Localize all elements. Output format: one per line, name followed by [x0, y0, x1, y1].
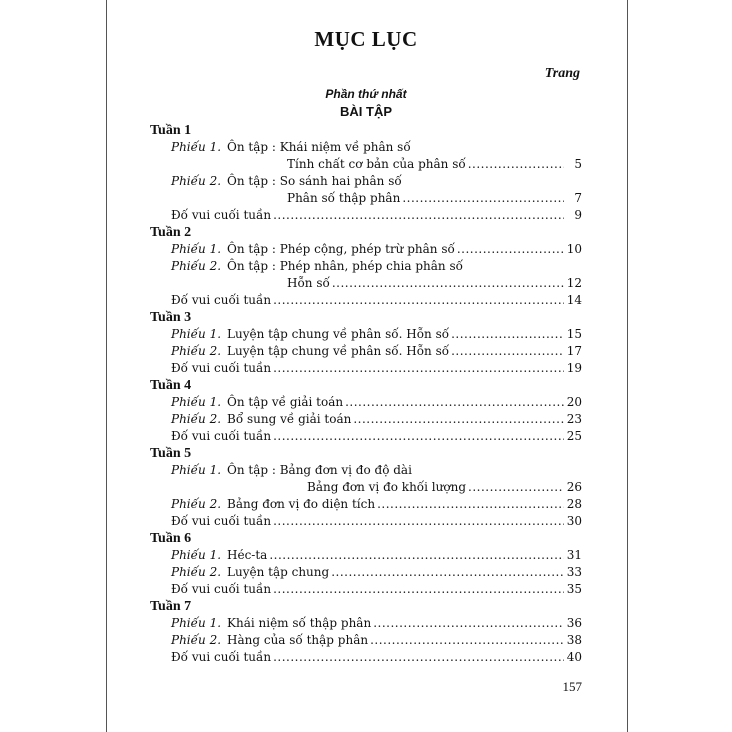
part-heading: Phần thứ nhất [325, 87, 407, 101]
dot-leader [353, 411, 564, 428]
week-heading: Tuần 2 [150, 225, 192, 240]
entry-title: Phân số thập phân [287, 191, 401, 205]
week-heading: Tuần 7 [150, 599, 192, 614]
entry-page: 28 [566, 497, 582, 511]
entry-label: Phiếu 1. [171, 616, 222, 630]
entry-page: 12 [566, 276, 582, 290]
dot-leader [273, 360, 564, 377]
toc-entry [150, 343, 582, 360]
dot-leader [331, 564, 564, 581]
entry-label: Phiếu 1. [171, 548, 222, 562]
entry-label: Phiếu 1. [171, 395, 222, 409]
toc-entry [150, 411, 582, 428]
entry-title: Đố vui cuối tuần [171, 293, 272, 307]
entry-page: 19 [566, 361, 582, 375]
entry-page: 31 [566, 548, 582, 562]
dot-leader [451, 343, 564, 360]
dot-leader [273, 207, 564, 224]
dot-leader [273, 428, 564, 445]
entry-title: Đố vui cuối tuần [171, 429, 272, 443]
dot-leader [373, 615, 564, 632]
week-heading: Tuần 1 [150, 123, 192, 138]
toc-entry [150, 615, 582, 632]
toc-entry [150, 513, 582, 530]
entry-label: Phiếu 2. [171, 259, 222, 273]
entry-label: Phiếu 1. [171, 242, 222, 256]
section-heading: BÀI TẬP [340, 104, 392, 119]
toc-entry [150, 275, 582, 292]
toc-entry [150, 649, 582, 666]
toc-entry [150, 258, 582, 275]
entry-page: 10 [566, 242, 582, 256]
toc-entry [150, 292, 582, 309]
entry-page: 5 [574, 157, 582, 171]
week-heading: Tuần 5 [150, 446, 192, 461]
dot-leader [273, 649, 564, 666]
dot-leader [468, 156, 564, 173]
dot-leader [468, 479, 564, 496]
entry-title: Đố vui cuối tuần [171, 208, 272, 222]
toc-entry [150, 479, 582, 496]
entry-label: Phiếu 2. [171, 633, 222, 647]
entry-title: Héc-ta [227, 548, 268, 562]
dot-leader [345, 394, 564, 411]
toc-entry [150, 496, 582, 513]
entry-title: Khái niệm số thập phân [227, 616, 372, 630]
entry-title: Đố vui cuối tuần [171, 582, 272, 596]
entry-title: Ôn tập : So sánh hai phân số [227, 174, 402, 188]
entry-page: 9 [574, 208, 582, 222]
entry-title: Luyện tập chung [227, 565, 330, 579]
table-of-contents [150, 122, 582, 666]
entry-page: 23 [566, 412, 582, 426]
entry-label: Phiếu 2. [171, 565, 222, 579]
toc-entry [150, 207, 582, 224]
page-number: 157 [562, 679, 582, 694]
entry-title: Hàng của số thập phân [227, 633, 369, 647]
toc-entry [150, 241, 582, 258]
week-heading: Tuần 4 [150, 378, 192, 393]
toc-entry [150, 173, 582, 190]
week-heading: Tuần 3 [150, 310, 192, 325]
entry-title: Đố vui cuối tuần [171, 361, 272, 375]
toc-entry [150, 139, 582, 156]
entry-page: 25 [566, 429, 582, 443]
entry-page: 30 [566, 514, 582, 528]
entry-label: Phiếu 1. [171, 327, 222, 341]
entry-title: Bảng đơn vị đo khối lượng [307, 480, 466, 494]
dot-leader [377, 496, 564, 513]
toc-entry [150, 428, 582, 445]
toc-entry [150, 190, 582, 207]
dot-leader [273, 513, 564, 530]
toc-entry [150, 564, 582, 581]
toc-entry [150, 632, 582, 649]
entry-title: Tính chất cơ bản của phân số [287, 157, 466, 171]
entry-title: Ôn tập : Phép nhân, phép chia phân số [227, 259, 463, 273]
entry-page: 15 [566, 327, 582, 341]
toc-entry [150, 394, 582, 411]
entry-label: Phiếu 1. [171, 140, 222, 154]
entry-title: Đố vui cuối tuần [171, 514, 272, 528]
dot-leader [332, 275, 564, 292]
dot-leader [273, 581, 564, 598]
entry-label: Phiếu 1. [171, 463, 222, 477]
entry-page: 7 [574, 191, 582, 205]
toc-entry [150, 462, 582, 479]
toc-entry [150, 156, 582, 173]
entry-title: Ôn tập : Khái niệm về phân số [227, 140, 411, 154]
entry-page: 38 [566, 633, 582, 647]
entry-label: Phiếu 2. [171, 497, 222, 511]
entry-title: Ôn tập : Phép cộng, phép trừ phân số [227, 242, 455, 256]
dot-leader [457, 241, 564, 258]
entry-label: Phiếu 2. [171, 412, 222, 426]
dot-leader [451, 326, 564, 343]
entry-page: 35 [566, 582, 582, 596]
page-title: MỤC LỤC [314, 27, 418, 51]
toc-entry [150, 360, 582, 377]
entry-page: 20 [566, 395, 582, 409]
dot-leader [273, 292, 564, 309]
dot-leader [370, 632, 564, 649]
toc-entry [150, 581, 582, 598]
dot-leader [402, 190, 564, 207]
week-heading: Tuần 6 [150, 531, 192, 546]
entry-label: Phiếu 2. [171, 174, 222, 188]
entry-page: 14 [566, 293, 582, 307]
entry-title: Ôn tập : Bảng đơn vị đo độ dài [227, 463, 412, 477]
entry-page: 26 [566, 480, 582, 494]
entry-title: Bổ sung về giải toán [227, 412, 352, 426]
entry-title: Ôn tập về giải toán [227, 395, 344, 409]
entry-page: 36 [566, 616, 582, 630]
entry-title: Hỗn số [287, 276, 330, 290]
entry-page: 17 [566, 344, 582, 358]
entry-title: Luyện tập chung về phân số. Hỗn số [227, 327, 450, 341]
entry-title: Luyện tập chung về phân số. Hỗn số [227, 344, 450, 358]
entry-title: Bảng đơn vị đo diện tích [227, 497, 376, 511]
dot-leader [269, 547, 564, 564]
toc-entry [150, 326, 582, 343]
page-column-header: Trang [544, 66, 580, 81]
entry-label: Phiếu 2. [171, 344, 222, 358]
entry-title: Đố vui cuối tuần [171, 650, 272, 664]
entry-page: 40 [566, 650, 582, 664]
entry-page: 33 [566, 565, 582, 579]
toc-entry [150, 547, 582, 564]
